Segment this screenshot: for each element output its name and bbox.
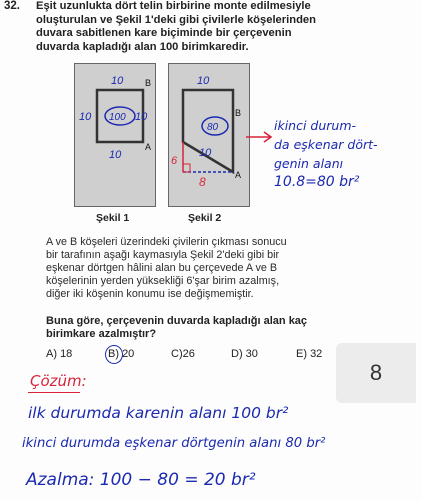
answer-options: [46, 348, 366, 364]
arrow-icon: [246, 130, 276, 144]
note-line: 10.8=80 br²: [274, 174, 360, 190]
option-value: 20: [122, 348, 135, 360]
option-c[interactable]: [171, 348, 195, 360]
stem-line: duvarda kapladığı alan 100 birimkaredir.: [36, 40, 249, 53]
side-note: [274, 116, 414, 192]
figure-1: [74, 63, 156, 207]
note-line: ikinci durum-: [274, 118, 357, 133]
figure-1-drawing: [75, 64, 155, 206]
option-value: 32: [310, 348, 323, 360]
body-line: bir tarafının aşağı kaymasıyla Şekil 2'deki gibi bir: [46, 249, 280, 261]
solution-line: Azalma: 100 − 80 = 20 br²: [26, 470, 256, 490]
option-letter: B): [108, 348, 119, 360]
figure-2-caption: Şekil 2: [188, 212, 222, 224]
corner-label-b: B: [235, 108, 242, 118]
note-line: genin alanı: [274, 156, 344, 171]
option-value: 18: [60, 348, 73, 360]
option-a[interactable]: [46, 348, 72, 360]
side-length-right: 10: [135, 111, 148, 123]
question-number: 32.: [4, 0, 20, 12]
side-length-bottom: 10: [199, 147, 212, 159]
stem-line: Eşit uzunlukta dört telin birbirine monte edilmesiyle: [36, 0, 311, 12]
body-line: diğer iki köşenin konumu ise değişmemiştir.: [46, 288, 254, 300]
option-d[interactable]: [231, 348, 258, 360]
figure-2-drawing: [169, 64, 249, 206]
option-letter: D): [231, 348, 243, 360]
body-line: eşkenar dörtgen hâlini alan bu çerçevede A ve B: [46, 262, 278, 274]
body-line: köşelerinin yerden yüksekliği 6'şar birim azalmış,: [46, 275, 280, 287]
option-letter: C): [171, 348, 183, 360]
selected-circle: [105, 345, 123, 364]
corner-label-a: A: [145, 142, 152, 152]
note-line: da eşkenar dört-: [274, 137, 378, 152]
figure-1-caption: Şekil 1: [96, 212, 130, 224]
side-length-top: 10: [111, 75, 124, 87]
prompt-line: birimkare azalmıştır?: [46, 328, 157, 341]
solution-title: Çözüm:: [30, 372, 87, 390]
side-length-bottom: 10: [109, 149, 122, 161]
option-value: 26: [182, 348, 195, 360]
prompt-line: Buna göre, çerçevenin duvarda kapladığı alan kaç: [46, 315, 308, 327]
drop-length: 6: [171, 155, 178, 167]
solution-line: ikinci durumda eşkenar dörtgenin alanı 80 br²: [22, 436, 326, 451]
option-letter: A): [46, 348, 57, 360]
stem-line: duvara sabitlenen kare biçiminde bir çerçevenin: [36, 27, 292, 40]
question-body: [46, 236, 336, 301]
page-number-badge: 8: [336, 343, 416, 403]
side-length-top: 10: [197, 75, 210, 87]
side-length-left: 10: [79, 111, 92, 123]
area-value: 80: [207, 122, 219, 133]
corner-label-b: B: [145, 78, 152, 88]
question-stem: [36, 0, 366, 54]
body-line: A ve B köşeleri üzerindeki çivilerin çıkması sonucu: [46, 236, 287, 248]
figure-2: [168, 63, 250, 207]
area-value: 100: [109, 112, 126, 123]
option-b[interactable]: [108, 348, 134, 360]
solution-line: ilk durumda karenin alanı 100 br²: [28, 404, 289, 422]
option-letter: E): [296, 348, 307, 360]
option-value: 30: [245, 348, 258, 360]
height-value: 8: [199, 175, 206, 189]
corner-label-a: A: [235, 170, 242, 180]
stem-line: oluşturulan ve Şekil 1'deki gibi çivilerle köşelerinden: [36, 13, 316, 26]
solution-title-underline: [28, 392, 80, 393]
question-prompt: [46, 315, 336, 342]
right-angle-mark: [183, 164, 190, 172]
option-e[interactable]: [296, 348, 322, 360]
